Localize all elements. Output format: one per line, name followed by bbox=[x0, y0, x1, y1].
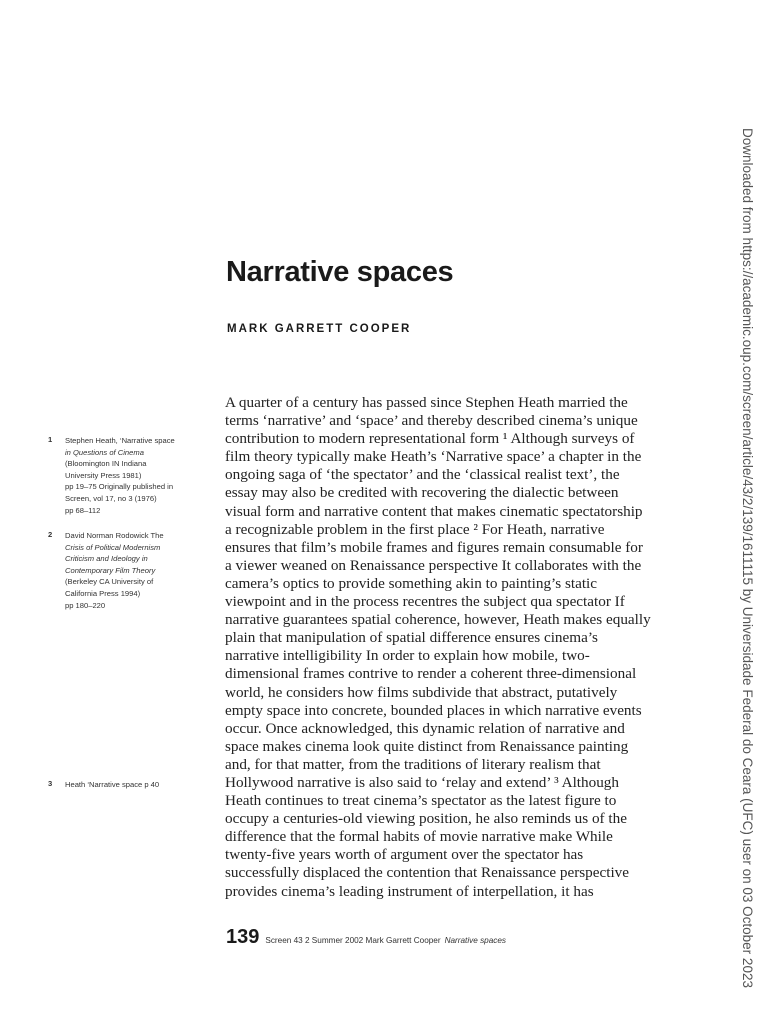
body-line: camera’s optics to provide something akin to painting’s static bbox=[225, 574, 598, 592]
download-watermark: Downloaded from https://academic.oup.com/screen/article/43/2/139/1611115 by Universidade Federal do Ceara (UFC) user on 03 October 2023 bbox=[740, 128, 755, 988]
author-name: MARK GARRETT COOPER bbox=[227, 323, 412, 335]
article-body bbox=[225, 394, 675, 901]
body-line: provides cinema’s leading instrument of interpellation, it has bbox=[225, 882, 594, 900]
page-number: 139 bbox=[226, 926, 260, 948]
body-line: and, for that matter, from the traditions of literary realism that bbox=[225, 755, 601, 773]
footnote-line: pp 19–75 Originally published in bbox=[65, 482, 174, 492]
body-line: occur. Once acknowledged, this dynamic relation of narrative and bbox=[225, 719, 625, 737]
body-line: successfully displaced the contention that Renaissance perspective bbox=[225, 864, 630, 882]
body-line: narrative guarantees spatial coherence, however, Heath makes equally bbox=[225, 611, 651, 629]
body-line: visual form and narrative content that makes cinematic spectatorship bbox=[225, 502, 643, 520]
body-line: contribution to modern representational form ¹ Although surveys of bbox=[225, 430, 635, 448]
footnote-number: 2 bbox=[48, 530, 53, 539]
body-line: dimensional frames contrive to render a coherent three-dimensional bbox=[225, 665, 637, 683]
footnote-line: California Press 1994) bbox=[65, 588, 141, 598]
body-line: Hollywood narrative is also said to ‘relay and extend’ ³ Although bbox=[225, 773, 619, 791]
body-line: difference that the formal habits of movie narrative make While bbox=[225, 828, 613, 846]
footnote-line: Crisis of Political Modernism bbox=[65, 542, 161, 552]
footnote-2 bbox=[48, 530, 164, 611]
body-line: twenty-five years worth of argument over the spectator has bbox=[225, 846, 584, 864]
body-line: ensures that film’s mobile frames and figures remain consumable for bbox=[225, 538, 643, 556]
footnote-line: (Berkeley CA University of bbox=[65, 577, 154, 587]
footnote-line: (Bloomington IN Indiana bbox=[65, 459, 147, 469]
body-line: narrative intelligibility In order to explain how mobile, two- bbox=[225, 647, 590, 665]
body-line: empty space into concrete, bounded places in which narrative events bbox=[225, 701, 642, 719]
body-line: a viewer weaned on Renaissance perspective It collaborates with the bbox=[225, 556, 642, 574]
footnote-line: Criticism and Ideology in bbox=[65, 554, 148, 564]
body-line: essay may also be credited with recovering the dialectic between bbox=[225, 484, 619, 502]
body-line: occupy a centuries-old viewing position, he also reminds us of the bbox=[225, 810, 627, 828]
body-line: film theory typically make Heath’s ‘Narrative space’ a chapter in the bbox=[225, 448, 642, 466]
footnote-line: Contemporary Film Theory bbox=[65, 565, 156, 575]
footnote-line: Heath ‘Narrative space p 40 bbox=[65, 780, 160, 789]
footnote-number: 1 bbox=[48, 435, 53, 444]
body-line: a recognizable problem in the first place ² For Heath, narrative bbox=[225, 520, 605, 538]
body-line: space makes cinema look quite distinct from Renaissance painting bbox=[225, 737, 629, 755]
footnote-line: David Norman Rodowick The bbox=[65, 531, 164, 540]
body-line: terms ‘narrative’ and ‘space’ and thereby described cinema’s unique bbox=[225, 412, 638, 430]
journal-info: Screen 43 2 Summer 2002 Mark Garrett Cooper bbox=[265, 936, 441, 945]
body-line: viewpoint and in the process recentres the subject qua spectator If bbox=[225, 593, 625, 611]
footnote-1 bbox=[48, 435, 175, 516]
body-line: plain that manipulation of spatial difference ensures cinema’s bbox=[225, 629, 598, 647]
footnote-line: Screen, vol 17, no 3 (1976) bbox=[65, 493, 157, 503]
body-line: Heath continues to treat cinema’s spectator as the latest figure to bbox=[225, 792, 617, 810]
footnote-line: pp 180–220 bbox=[65, 600, 106, 610]
footnote-line: Stephen Heath, ‘Narrative space bbox=[65, 436, 175, 445]
footnote-line: pp 68–112 bbox=[65, 505, 101, 515]
body-line: ongoing saga of ‘the spectator’ and the ‘classical realist text’, the bbox=[225, 466, 620, 484]
footnote-number: 3 bbox=[48, 779, 53, 788]
article-title: Narrative spaces bbox=[226, 256, 454, 288]
body-line: world, he considers how films subdivide that abstract, putatively bbox=[225, 683, 618, 701]
footnote-line: University Press 1981) bbox=[65, 470, 142, 480]
running-title: Narrative spaces bbox=[444, 936, 507, 945]
body-line: A quarter of a century has passed since Stephen Heath married the bbox=[225, 394, 628, 411]
footnote-line: in Questions of Cinema bbox=[65, 447, 144, 457]
footnote-3 bbox=[48, 779, 159, 791]
page-footer bbox=[226, 926, 506, 949]
